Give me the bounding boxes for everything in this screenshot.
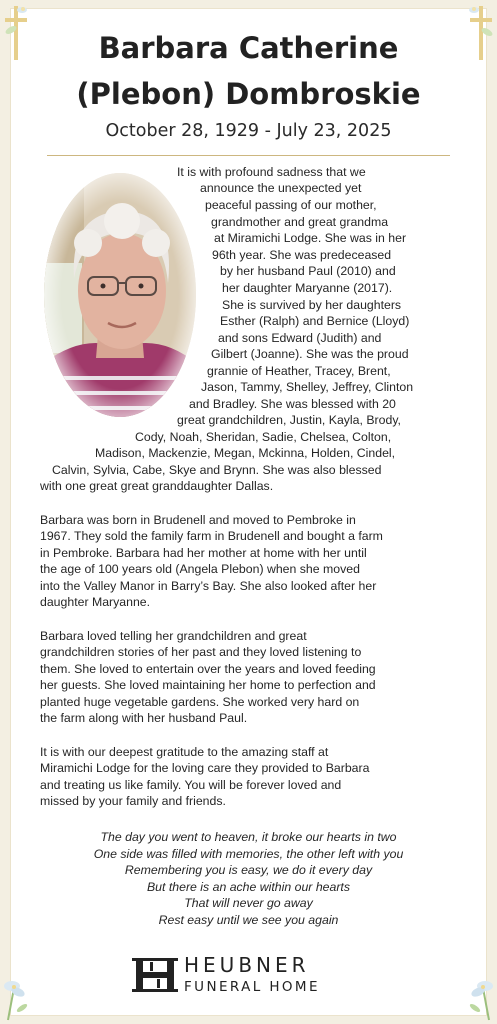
deceased-name-line2: (Plebon) Dombroskie — [76, 77, 421, 111]
obituary-line: Gilbert (Joanne). She was the proud — [211, 347, 409, 361]
life-dates: October 28, 1929 - July 23, 2025 — [105, 121, 392, 141]
portrait-photo — [44, 173, 196, 417]
poem-line: But there is an ache within our hearts — [146, 879, 350, 894]
obituary-line: and Bradley. She was blessed with 20 — [189, 397, 396, 411]
obituary-line: It is with profound sadness that we — [177, 165, 366, 179]
obituary-line: Calvin, Sylvia, Cabe, Skye and Brynn. She was also blessed — [52, 463, 382, 477]
obituary-line: missed by your family and friends. — [40, 794, 226, 808]
obituary-line: the farm along with her husband Paul. — [40, 711, 248, 725]
obituary-line: grandchildren stories of her past and they loved listening to — [40, 645, 362, 659]
obituary-line: the age of 100 years old (Angela Plebon) when she moved — [40, 562, 360, 576]
obituary-line: grannie of Heather, Tracey, Brent, — [207, 364, 391, 378]
poem-line: One side was filled with memories, the other left with you — [93, 846, 404, 861]
funeral-home-logo — [132, 954, 368, 998]
obituary-line: She is survived by her daughters — [222, 298, 402, 312]
funeral-home-subtitle: FUNERAL HOME — [184, 979, 320, 995]
obituary-line: and sons Edward (Judith) and — [218, 331, 382, 345]
obituary-line: them. She loved to entertain over the years and loved feeding — [40, 662, 376, 676]
poem-line: The day you went to heaven, it broke our hearts in two — [100, 830, 397, 844]
obituary-line: daughter Maryanne. — [40, 595, 151, 609]
poem-line: That will never go away — [184, 896, 313, 910]
obituary-line: Madison, Mackenzie, Megan, Mckinna, Holden, Cindel, — [95, 446, 396, 460]
obituary-line: Barbara loved telling her grandchildren and great — [40, 629, 307, 643]
poem-line: Rest easy until we see you again — [158, 912, 339, 927]
obituary-line: planted huge vegetable gardens. She worked very hard on — [40, 695, 360, 709]
divider — [47, 155, 450, 156]
lily-flower-decoration-icon — [465, 970, 495, 1022]
obituary-line: with one great great granddaughter Dallas. — [40, 479, 274, 493]
obituary-line: great grandchildren, Justin, Kayla, Brody, — [177, 413, 401, 427]
lily-flower-decoration-icon — [2, 970, 32, 1022]
obituary-line: and treating us like family. You will be forever loved and — [40, 778, 342, 792]
obituary-line: Barbara was born in Brudenell and moved to Pembroke in — [40, 513, 356, 527]
deceased-name-line1: Barbara Catherine — [98, 31, 399, 65]
obituary-line: Miramichi Lodge for the loving care they provided to Barbara — [40, 761, 370, 775]
obituary-line: into the Valley Manor in Barry’s Bay. She also looked after her — [40, 579, 377, 593]
obituary-line: 1967. They sold the family farm in Brudenell and bought a farm — [40, 529, 383, 543]
heubner-monogram-icon — [132, 954, 178, 996]
obituary-line: peaceful passing of our mother, — [205, 198, 377, 212]
obituary-line: in Pembroke. Barbara had her mother at home with her until — [40, 546, 367, 560]
obituary-line: her daughter Maryanne (2017). — [222, 281, 393, 295]
obituary-line: Jason, Tammy, Shelley, Jeffrey, Clinton — [201, 380, 414, 394]
obituary-line: 96th year. She was predeceased — [212, 248, 392, 262]
poem-line: Remembering you is easy, we do it every day — [124, 863, 373, 877]
obituary-line: It is with our deepest gratitude to the amazing staff at — [40, 745, 329, 759]
funeral-home-brand: HEUBNER — [184, 953, 310, 977]
obituary-line: announce the unexpected yet — [200, 181, 362, 195]
obituary-line: Cody, Noah, Sheridan, Sadie, Chelsea, Colton, — [135, 430, 392, 444]
obituary-line: Esther (Ralph) and Bernice (Lloyd) — [220, 314, 410, 328]
obituary-line: by her husband Paul (2010) and — [220, 264, 396, 278]
obituary-line: at Miramichi Lodge. She was in her — [214, 231, 407, 245]
obituary-line: grandmother and great grandma — [211, 215, 389, 229]
obituary-line: her guests. She loved maintaining her home to perfection and — [40, 678, 376, 692]
